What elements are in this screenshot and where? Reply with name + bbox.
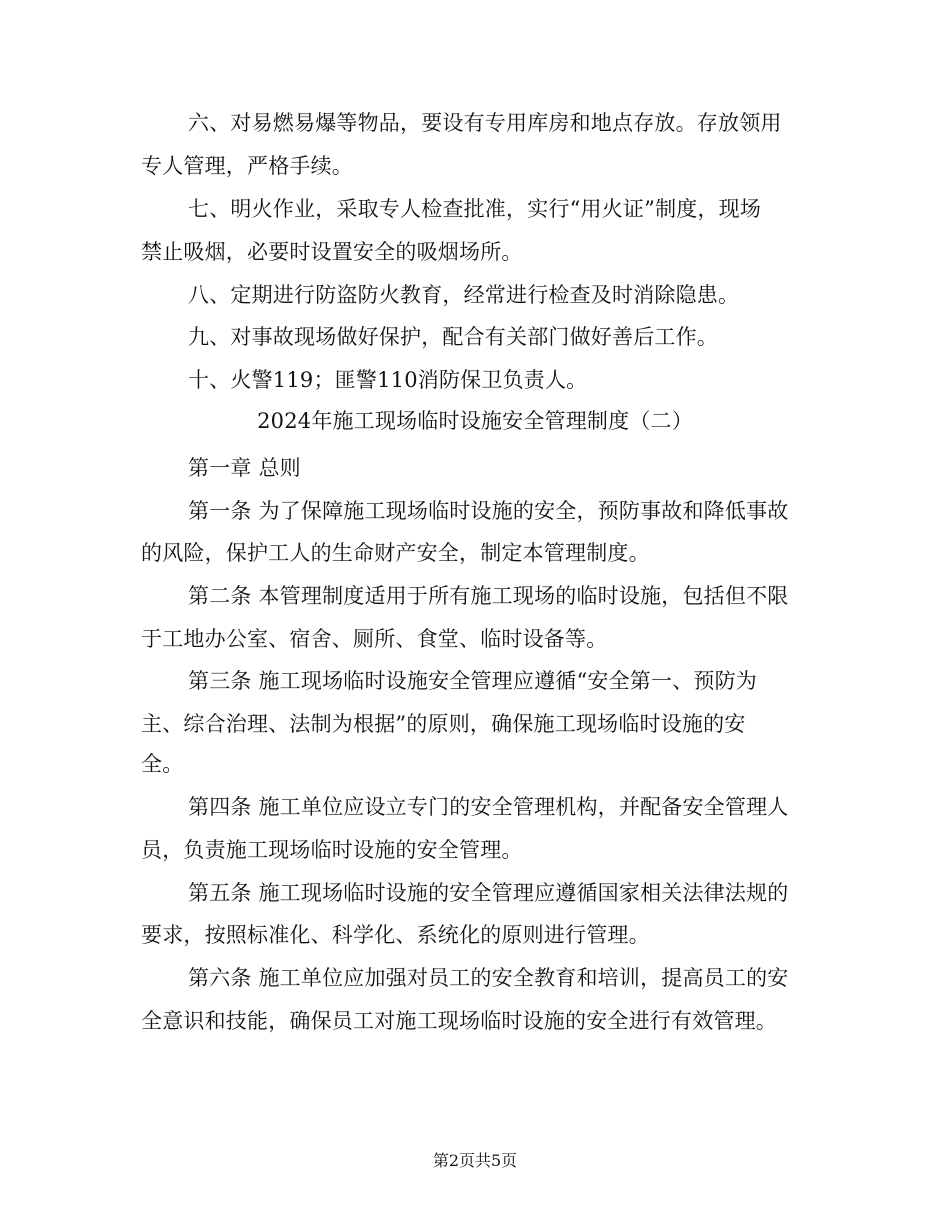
paragraph-line: 全。 [141, 752, 184, 776]
paragraph-line: 第五条 施工现场临时设施的安全管理应遵循国家相关法律法规的 [188, 881, 789, 905]
paragraph-line: 的风险，保护工人的生命财产安全，制定本管理制度。 [141, 541, 650, 565]
paragraph-line: 第二条 本管理制度适用于所有施工现场的临时设施，包括但不限 [188, 584, 789, 608]
paragraph-line: 于工地办公室、宿舍、厕所、食堂、临时设备等。 [141, 627, 608, 651]
paragraph-line: 员，负责施工现场临时设施的安全管理。 [141, 838, 523, 862]
paragraph-line: 第四条 施工单位应设立专门的安全管理机构，并配备安全管理人 [188, 795, 789, 819]
paragraph-line: 全意识和技能，确保员工对施工现场临时设施的安全进行有效管理。 [141, 1009, 777, 1033]
paragraph-line: 要求，按照标准化、科学化、系统化的原则进行管理。 [141, 923, 650, 947]
paragraph-line: 主、综合治理、法制为根据”的原则，确保施工现场临时设施的安 [141, 712, 746, 736]
section-title: 2024年施工现场临时设施安全管理制度（二） [257, 409, 693, 433]
paragraph-line: 第六条 施工单位应加强对员工的安全教育和培训，提高员工的安 [188, 966, 789, 990]
paragraph-line: 专人管理，严格手续。 [141, 154, 353, 178]
paragraph-line: 六、对易燃易爆等物品，要设有专用库房和地点存放。存放领用 [188, 111, 782, 135]
paragraph-line: 七、明火作业，采取专人检查批准，实行“用火证”制度，现场 [188, 197, 762, 221]
paragraph-line: 禁止吸烟，必要时设置安全的吸烟场所。 [141, 240, 523, 264]
paragraph-line: 八、定期进行防盗防火教育，经常进行检查及时消除隐患。 [188, 283, 740, 307]
paragraph-line: 九、对事故现场做好保护，配合有关部门做好善后工作。 [188, 325, 718, 349]
paragraph-line: 十、火警119；匪警110消防保卫负责人。 [188, 368, 588, 392]
chapter-heading: 第一章 总则 [188, 456, 301, 480]
paragraph-line: 第三条 施工现场临时设施安全管理应遵循“安全第一、预防为 [188, 669, 758, 693]
page-number-footer: 第2页共5页 [432, 1151, 518, 1170]
paragraph-line: 第一条 为了保障施工现场临时设施的安全，预防事故和降低事故 [188, 499, 789, 523]
